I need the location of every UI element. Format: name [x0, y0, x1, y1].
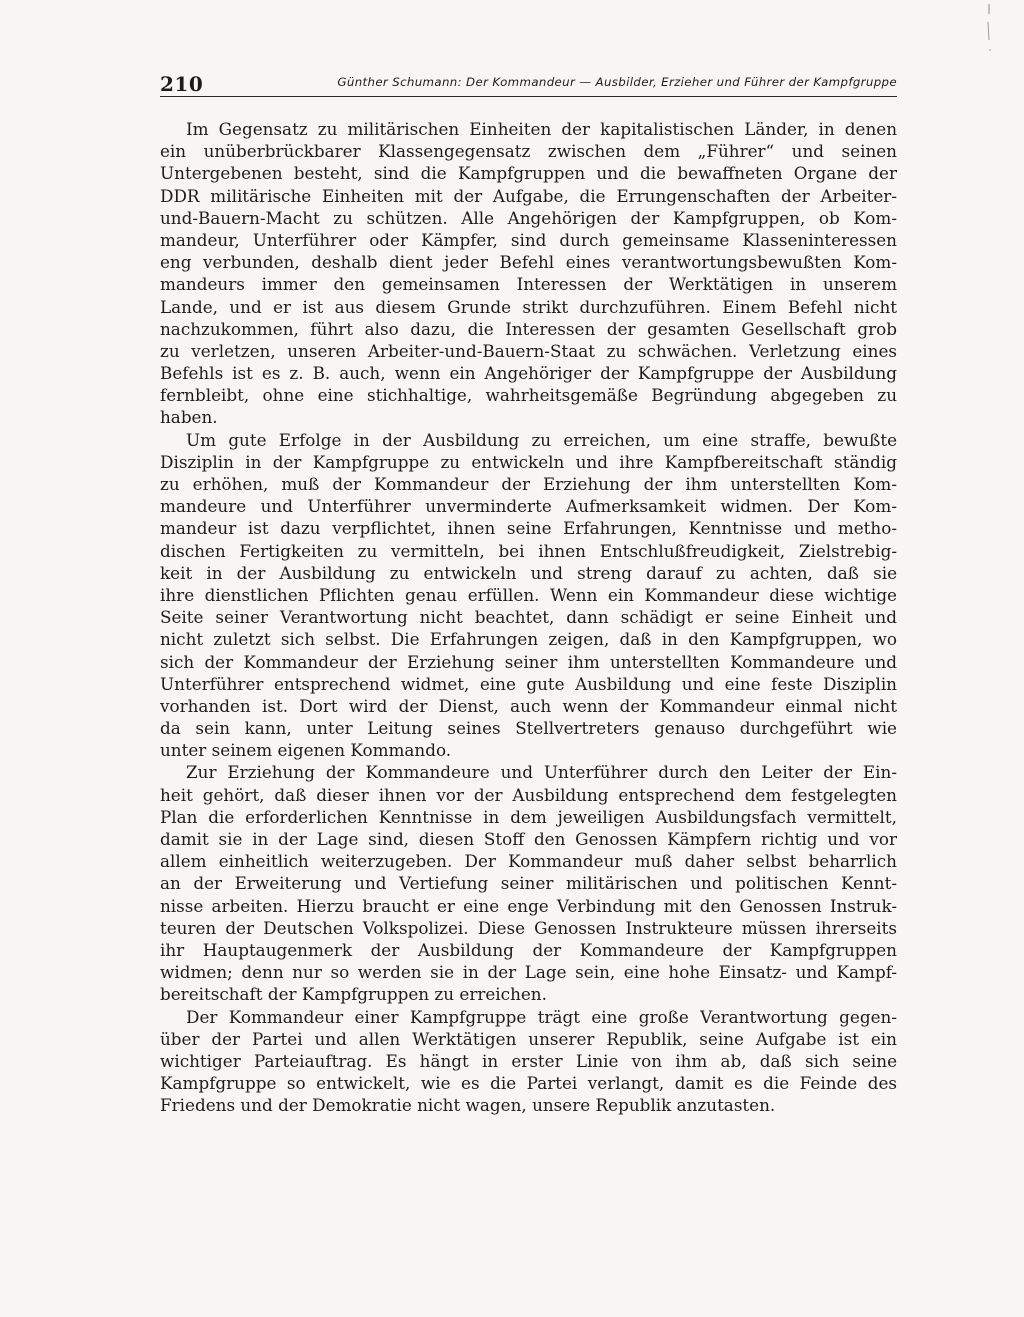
text-line: fernbleibt, ohne eine stichhaltige, wahrheitsgemäße Begründung abgegeben zu: [160, 385, 897, 406]
text-line: damit sie in der Lage sind, diesen Stoff den Genossen Kämpfern richtig und vor: [160, 829, 897, 849]
paragraph-2: [160, 429, 897, 762]
text-line: mandeur ist dazu verpflichtet, ihnen seine Erfahrungen, Kenntnisse und metho-: [160, 518, 897, 539]
text-line: Zur Erziehung der Kommandeure und Unterführer durch den Leiter der Ein-: [186, 762, 897, 783]
text-line: Um gute Erfolge in der Ausbildung zu erreichen, um eine straffe, bewußte: [186, 429, 897, 450]
text-line: haben.: [160, 407, 218, 428]
text-line: widmen; denn nur so werden sie in der Lage sein, eine hohe Einsatz- und Kampf-: [160, 962, 897, 983]
text-line: Befehls ist es z. B. auch, wenn ein Angehöriger der Kampfgruppe der Ausbildung: [160, 363, 897, 384]
paragraph-4: [160, 1006, 897, 1117]
text-line: DDR militärische Einheiten mit der Aufgabe, die Errungenschaften der Arbeiter-: [160, 185, 897, 206]
text-line: Im Gegensatz zu militärischen Einheiten der kapitalistischen Länder, in denen: [186, 119, 897, 139]
text-line: da sein kann, unter Leitung seines Stellvertreters genauso durchgeführt wie: [160, 718, 897, 739]
text-line: Seite seiner Verantwortung nicht beachtet, dann schädigt er seine Einheit und: [160, 607, 897, 628]
text-line: nisse arbeiten. Hierzu braucht er eine enge Verbindung mit den Genossen Instruk-: [160, 895, 897, 916]
page-number: 210: [160, 72, 204, 96]
text-line: ihre dienstlichen Pflichten genau erfüllen. Wenn ein Kommandeur diese wichtige: [160, 584, 897, 605]
text-line: allem einheitlich weiterzugeben. Der Kommandeur muß daher selbst beharrlich: [160, 851, 897, 872]
text-line: Disziplin in der Kampfgruppe zu entwickeln und ihre Kampfbereitschaft ständig: [160, 451, 897, 472]
running-head: Günther Schumann: Der Kommandeur — Ausbilder, Erzieher und Führer der Kampfgruppe: [337, 75, 897, 89]
text-line: Untergebenen besteht, sind die Kampfgruppen und die bewaffneten Organe der: [160, 163, 897, 184]
text-line: nicht zuletzt sich selbst. Die Erfahrungen zeigen, daß in den Kampfgruppen, wo: [160, 629, 897, 650]
text-line: mandeure und Unterführer unverminderte Aufmerksamkeit widmen. Der Kom-: [160, 496, 897, 517]
text-line: Unterführer entsprechend widmet, eine gute Ausbildung und eine feste Disziplin: [160, 673, 897, 694]
paragraph-3: [160, 761, 897, 1005]
scan-specks: [985, 0, 995, 60]
text-line: vorhanden ist. Dort wird der Dienst, auch wenn der Kommandeur einmal nicht: [160, 695, 897, 716]
text-line: Plan die erforderlichen Kenntnisse in dem jeweiligen Ausbildungsfach vermittelt,: [160, 806, 897, 827]
text-line: ihr Hauptaugenmerk der Ausbildung der Kommandeure der Kampfgruppen: [160, 939, 897, 960]
text-line: ein unüberbrückbarer Klassengegensatz zwischen dem „Führer“ und seinen: [160, 141, 897, 162]
text-line: heit gehört, daß dieser ihnen vor der Ausbildung entsprechend dem festgelegten: [160, 784, 897, 805]
text-line: und-Bauern-Macht zu schützen. Alle Angehörigen der Kampfgruppen, ob Kom-: [160, 207, 897, 228]
text-line: sich der Kommandeur der Erziehung seiner ihm unterstellten Kommandeure und: [160, 651, 897, 672]
text-line: Lande, und er ist aus diesem Grunde strikt durchzuführen. Einem Befehl nicht: [160, 296, 897, 317]
text-line: mandeur, Unterführer oder Kämpfer, sind durch gemeinsame Klasseninteressen: [160, 229, 897, 250]
text-line: zu erhöhen, muß der Kommandeur der Erziehung der ihm unterstellten Kom-: [160, 474, 897, 494]
text-line: nachzukommen, führt also dazu, die Interessen der gesamten Gesellschaft grob: [160, 318, 897, 339]
text-line: dischen Fertigkeiten zu vermitteln, bei ihnen Entschlußfreudigkeit, Zielstrebig-: [160, 540, 897, 561]
text-line: zu verletzen, unseren Arbeiter-und-Bauern-Staat zu schwächen. Verletzung eines: [160, 340, 897, 361]
text-line: keit in der Ausbildung zu entwickeln und streng darauf zu achten, daß sie: [160, 562, 897, 583]
text-line: Der Kommandeur einer Kampfgruppe trägt eine große Verantwortung gegen-: [186, 1006, 897, 1027]
text-line: Kampfgruppe so entwickelt, wie es die Partei verlangt, damit es die Feinde des: [160, 1073, 897, 1094]
text-line: mandeurs immer den gemeinsamen Interessen der Werktätigen in unserem: [160, 274, 897, 295]
body-text: [160, 118, 897, 1116]
text-line: wichtiger Parteiauftrag. Es hängt in erster Linie von ihm ab, daß sich seine: [160, 1050, 897, 1071]
text-line: eng verbunden, deshalb dient jeder Befehl eines verantwortungsbewußten Kom-: [160, 252, 897, 273]
text-line: unter seinem eigenen Kommando.: [160, 740, 452, 761]
page-header: [160, 70, 897, 97]
paragraph-1: [160, 118, 897, 429]
text-line: bereitschaft der Kampfgruppen zu erreichen.: [160, 984, 547, 1005]
text-line: an der Erweiterung und Vertiefung seiner militärischen und politischen Kennt-: [160, 873, 897, 894]
text-line: teuren der Deutschen Volkspolizei. Diese Genossen Instrukteure müssen ihrerseits: [160, 917, 897, 938]
text-line: Friedens und der Demokratie nicht wagen, unsere Republik anzutasten.: [160, 1095, 776, 1116]
text-line: über der Partei und allen Werktätigen unserer Republik, seine Aufgabe ist ein: [160, 1028, 897, 1049]
